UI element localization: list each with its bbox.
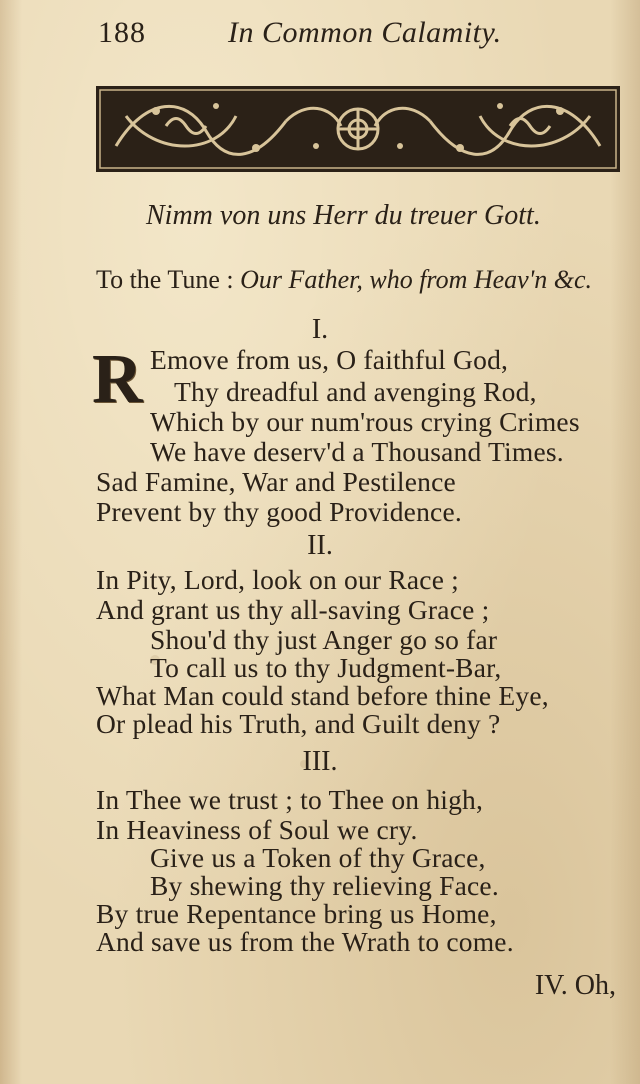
stanza-number: II. (307, 530, 333, 561)
verse-line: In Thee we trust ; to Thee on high, (96, 784, 484, 815)
verse-line: Thy dreadful and avenging Rod, (174, 376, 537, 407)
verse-line: Sad Famine, War and Pestilence (96, 466, 456, 497)
verse-line: Or plead his Truth, and Guilt deny ? (96, 708, 501, 739)
tune-name: Our Father, who from Heav'n &c. (240, 265, 593, 294)
verse-line: And grant us thy all-saving Grace ; (96, 594, 490, 625)
verse-line: In Heaviness of Soul we cry. (96, 814, 418, 845)
verse-line: In Pity, Lord, look on our Race ; (96, 564, 460, 595)
page-number: 188 (98, 16, 146, 49)
verse-line: By shewing thy relieving Face. (150, 870, 499, 901)
verse-line: Emove from us, O faithful God, (150, 344, 509, 375)
verse-line: Give us a Token of thy Grace, (150, 842, 486, 873)
tune-prefix: To the Tune : (96, 265, 241, 294)
stanza-number: III. (302, 746, 338, 777)
verse-line: We have deserv'd a Thousand Times. (150, 436, 564, 467)
running-head: In Common Calamity. (228, 16, 502, 49)
verse-line: Shou'd thy just Anger go so far (150, 624, 498, 655)
hymn-incipit-german: Nimm von uns Herr du treuer Gott. (146, 200, 541, 231)
stanza-number: I. (311, 314, 329, 345)
woodcut-ornament-headpiece (96, 86, 620, 172)
verse-line: Which by our num'rous crying Crimes (150, 406, 580, 437)
tune-line (96, 265, 592, 295)
drop-cap: R (92, 341, 143, 418)
verse-line: What Man could stand before thine Eye, (96, 680, 549, 711)
verse-line: And save us from the Wrath to come. (96, 926, 514, 957)
verse-line: Prevent by thy good Providence. (96, 496, 462, 527)
verse-line: By true Repentance bring us Home, (96, 898, 497, 929)
catchword: IV. Oh, (534, 970, 616, 1001)
verse-line: To call us to thy Judgment-Bar, (150, 652, 502, 683)
